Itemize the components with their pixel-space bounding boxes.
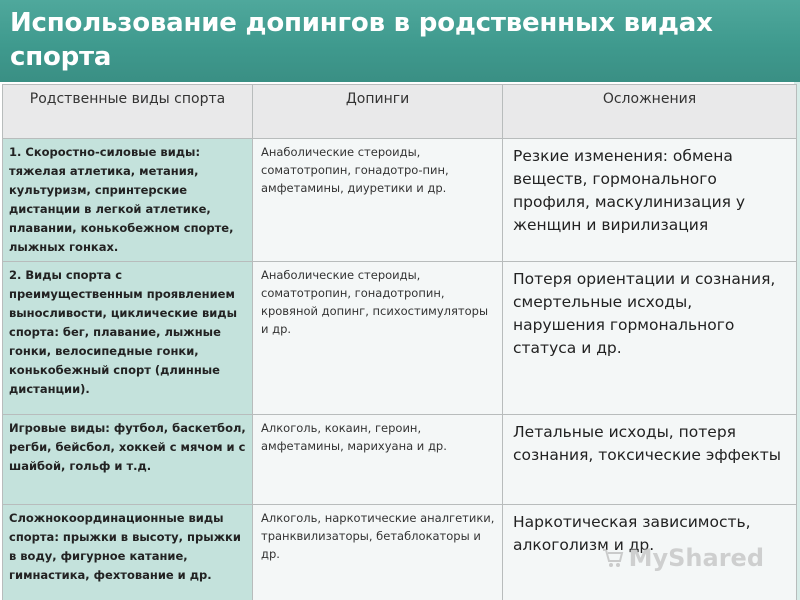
header-complications: Осложнения	[503, 85, 797, 139]
table-row	[3, 415, 797, 505]
shopping-cart-icon	[601, 546, 625, 570]
doping-table	[2, 84, 797, 600]
table-row	[3, 139, 797, 262]
header-related-sports: Родственные виды спорта	[3, 85, 253, 139]
table-row	[3, 262, 797, 415]
title-bar	[0, 0, 800, 82]
complications-cell: Летальные исходы, потеря сознания, токсические эффекты	[503, 415, 797, 505]
sport-cell: 1. Скоростно-силовые виды: тяжелая атлетика, метания, культуризм, спринтерские дистанции в легкой атлетике, плавании, конькобежном спорте, лыжных гонках.	[3, 139, 253, 262]
doping-cell: Алкоголь, наркотические аналгетики, транквилизаторы, бетаблокаторы и др.	[253, 505, 503, 600]
doping-cell: Анаболические стероиды, соматотропин, гонадотро-пин, амфетамины, диуретики и др.	[253, 139, 503, 262]
doping-cell: Алкоголь, кокаин, героин, амфетамины, марихуана и др.	[253, 415, 503, 505]
page-title: Использование допингов в родственных видах спорта	[10, 8, 713, 72]
doping-cell: Анаболические стероиды, соматотропин, гонадотропин, кровяной допинг, психостимуляторы и др.	[253, 262, 503, 415]
header-doping: Допинги	[253, 85, 503, 139]
watermark-text: MyShared	[628, 544, 764, 572]
sport-cell: Сложнокоординационные виды спорта: прыжки в высоту, прыжки в воду, фигурное катание, гимнастика, фехтование и др.	[3, 505, 253, 600]
table-header-row	[3, 85, 797, 139]
complications-cell: Наркотическая зависимость, алкоголизм и др.	[503, 505, 797, 600]
sport-cell: 2. Виды спорта с преимущественным проявлением выносливости, циклические виды спорта: бег, плавание, лыжные гонки, велосипедные гонки, конькобежный спорт (длинные дистанции).	[3, 262, 253, 415]
watermark	[601, 544, 764, 572]
complications-cell: Резкие изменения: обмена веществ, гормонального профиля, маскулинизация у женщин и вирилизация	[503, 139, 797, 262]
complications-cell: Потеря ориентации и сознания, смертельные исходы, нарушения гормонального статуса и др.	[503, 262, 797, 415]
sport-cell: Игровые виды: футбол, баскетбол, регби, бейсбол, хоккей с мячом и с шайбой, гольф и т.д.	[3, 415, 253, 505]
